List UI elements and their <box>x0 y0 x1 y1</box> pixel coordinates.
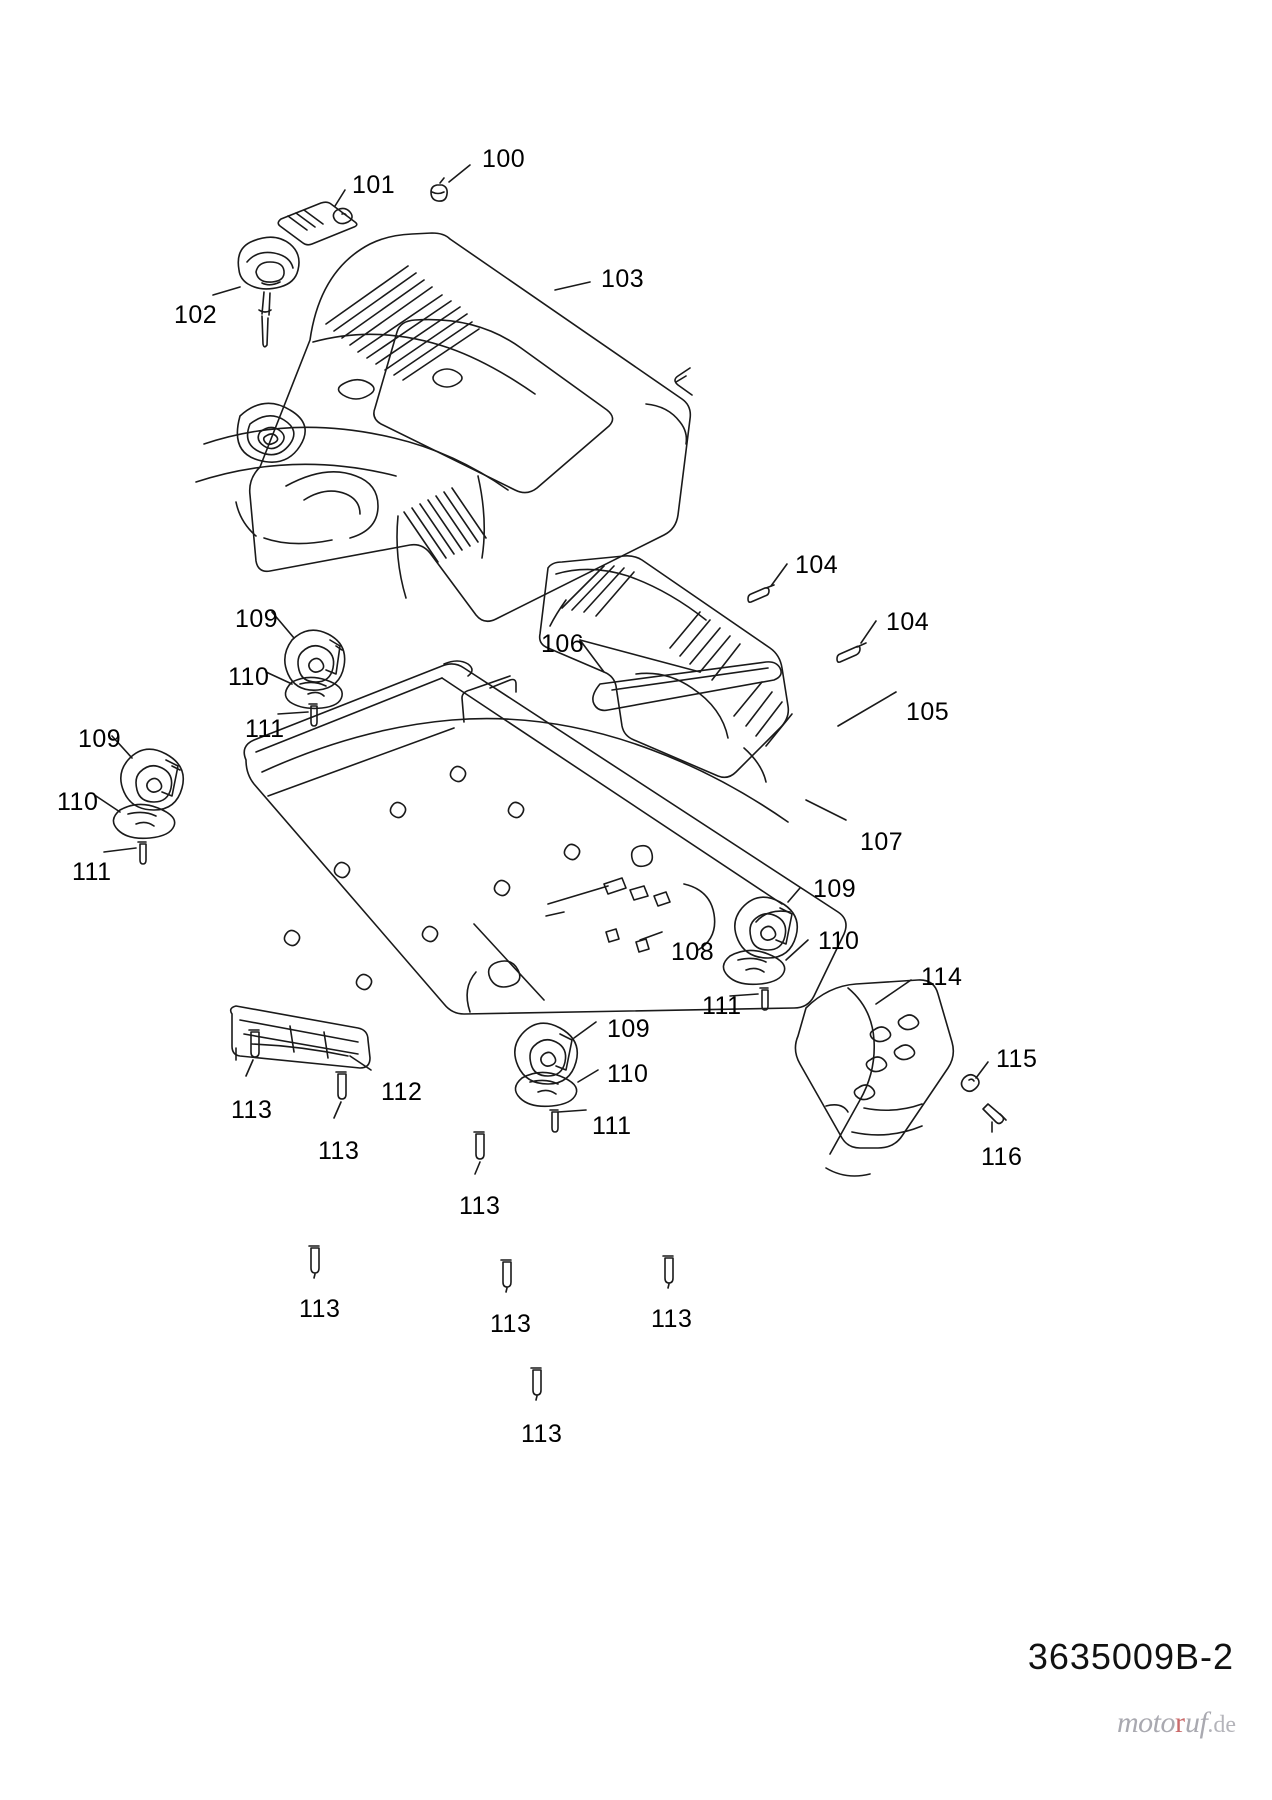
part-116-screw <box>983 1104 1006 1124</box>
part-113c-screw <box>474 1132 484 1159</box>
leader-109c <box>788 888 800 902</box>
leader-113f <box>668 1284 669 1288</box>
callout-114: 114 <box>921 963 963 991</box>
callout-101: 101 <box>352 171 396 199</box>
callout-113f: 113 <box>651 1305 693 1333</box>
leader-113a <box>246 1060 253 1076</box>
leader-102 <box>213 287 240 295</box>
leader-113e <box>506 1288 507 1292</box>
callout-113a: 113 <box>231 1096 273 1124</box>
callout-104b: 104 <box>886 608 930 636</box>
callout-116: 116 <box>981 1143 1023 1171</box>
part-109c-wheel <box>735 897 797 958</box>
leader-104b <box>861 621 876 643</box>
leader-113b <box>334 1102 341 1118</box>
part-113g-screw <box>531 1368 541 1395</box>
callout-107: 107 <box>860 828 904 856</box>
leader-103 <box>555 282 590 290</box>
callout-112: 112 <box>381 1078 423 1106</box>
callout-109c: 109 <box>813 875 857 903</box>
callout-109d: 109 <box>607 1015 651 1043</box>
callout-110d: 110 <box>607 1060 649 1088</box>
leader-108 <box>640 932 662 940</box>
leader-113c <box>475 1162 480 1174</box>
leader-111b <box>104 848 136 852</box>
part-104a-screw <box>748 585 774 602</box>
part-109d-wheel <box>515 1023 577 1084</box>
leader-115 <box>976 1062 988 1078</box>
leader-104a <box>771 564 787 586</box>
callout-111a: 111 <box>245 715 285 743</box>
leader-110b <box>96 796 120 812</box>
leader-100 <box>449 165 470 182</box>
part-113d-screw <box>309 1246 319 1273</box>
callout-111b: 111 <box>72 858 112 886</box>
watermark-tld: .de <box>1207 1712 1236 1738</box>
callout-110a: 110 <box>228 663 270 691</box>
part-113e-screw <box>501 1260 511 1287</box>
callout-106: 106 <box>541 630 585 658</box>
leader-113g <box>536 1396 537 1400</box>
part-101-bracket <box>278 202 357 245</box>
part-111b-screw <box>138 842 146 864</box>
part-114-chute <box>795 980 953 1176</box>
part-113b-screw <box>336 1072 346 1099</box>
watermark-prefix: moto <box>1117 1706 1175 1739</box>
callout-113d: 113 <box>299 1295 341 1323</box>
leader-113d <box>314 1274 315 1278</box>
part-111d-screw <box>550 1110 558 1132</box>
callout-111c: 111 <box>702 992 742 1020</box>
callout-113b: 113 <box>318 1137 360 1165</box>
callout-102: 102 <box>174 301 218 329</box>
callout-110b: 110 <box>57 788 99 816</box>
watermark-accent-letter: r <box>1175 1706 1185 1739</box>
leader-110d <box>578 1070 598 1082</box>
leader-105 <box>838 692 896 726</box>
callout-110c: 110 <box>818 927 860 955</box>
leader-111d <box>558 1110 586 1112</box>
part-109b-wheel <box>121 749 183 810</box>
motoruf-watermark <box>1117 1706 1236 1740</box>
part-111c-screw <box>760 988 768 1010</box>
callout-113g: 113 <box>521 1420 563 1448</box>
leader-101 <box>335 190 345 206</box>
part-102-knob <box>238 237 299 347</box>
callout-103: 103 <box>601 265 645 293</box>
leader-109d <box>574 1022 596 1038</box>
callout-109b: 109 <box>78 725 122 753</box>
callout-108: 108 <box>671 938 715 966</box>
callout-104a: 104 <box>795 551 839 579</box>
drawing-number: 3635009B-2 <box>1027 1636 1234 1677</box>
part-104b-screw <box>837 643 866 662</box>
watermark-suffix: uf <box>1185 1706 1208 1739</box>
callout-113c: 113 <box>459 1192 501 1220</box>
leader-107 <box>806 800 846 820</box>
leader-106b <box>580 640 700 672</box>
callout-105: 105 <box>906 698 950 726</box>
callout-111d: 111 <box>592 1112 632 1140</box>
callout-115: 115 <box>996 1045 1038 1073</box>
part-113f-screw <box>663 1256 673 1283</box>
part-100-cap <box>431 178 447 201</box>
leader-111a <box>278 712 308 714</box>
leader-114 <box>876 980 911 1004</box>
callout-113e: 113 <box>490 1310 532 1338</box>
callout-100: 100 <box>482 145 526 173</box>
callout-109a: 109 <box>235 605 279 633</box>
part-105-deflector <box>540 556 792 782</box>
